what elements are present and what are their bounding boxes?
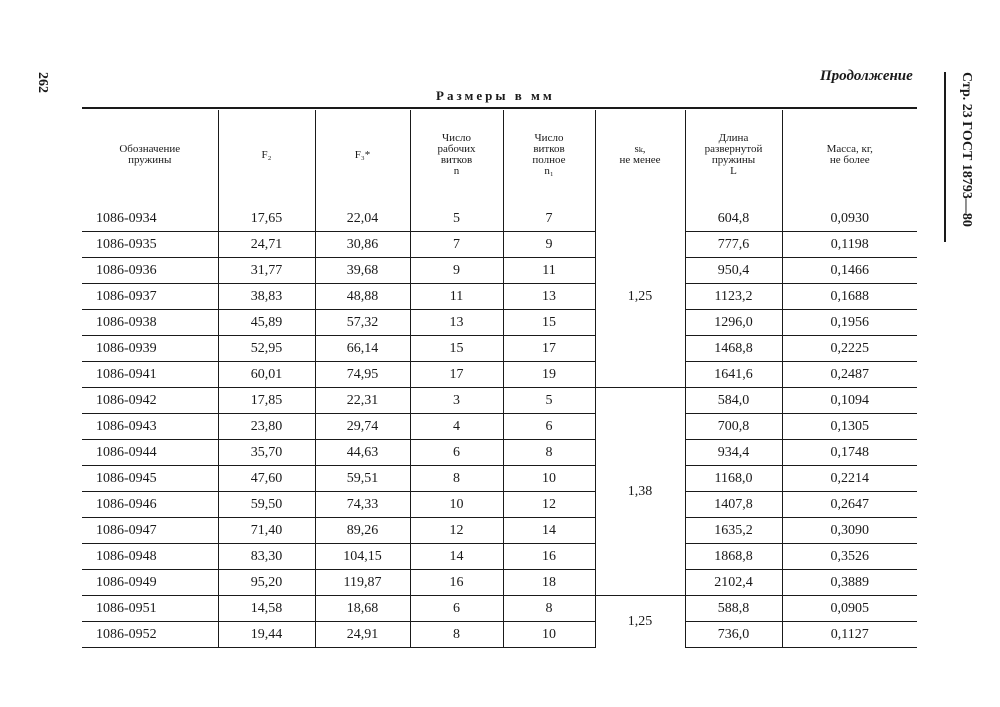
working-coils-cell: 4 [410,414,503,440]
total-coils-cell: 8 [503,440,595,466]
f2-cell: 17,65 [218,206,315,232]
table-row [82,206,917,232]
working-coils-cell: 9 [410,258,503,284]
f2-cell: 47,60 [218,466,315,492]
designation-cell: 1086-0937 [82,284,218,310]
total-coils-cell: 8 [503,596,595,622]
working-coils-cell: 15 [410,336,503,362]
header-line: Число [534,132,564,144]
header-working-coils [410,110,503,200]
total-coils-cell: 17 [503,336,595,362]
mass-cell: 0,3526 [782,544,917,570]
table-top-rule [82,107,917,109]
working-coils-cell: 7 [410,232,503,258]
f3-cell: 57,32 [315,310,410,336]
header-f3 [315,110,410,200]
mass-cell: 0,1688 [782,284,917,310]
sk-group-cell: 1,38 [595,388,685,596]
header-line: F₃* [354,148,371,161]
mass-cell: 0,1956 [782,310,917,336]
total-coils-cell: 14 [503,518,595,544]
header-line: Обозначение [119,143,181,155]
f3-cell: 89,26 [315,518,410,544]
designation-cell: 1086-0943 [82,414,218,440]
length-cell: 934,4 [685,440,782,466]
mass-cell: 0,2647 [782,492,917,518]
designation-cell: 1086-0952 [82,622,218,648]
table-row [82,362,917,388]
working-coils-cell: 10 [410,492,503,518]
working-coils-cell: 6 [410,596,503,622]
table-row [82,570,917,596]
f2-cell: 38,83 [218,284,315,310]
f2-cell: 71,40 [218,518,315,544]
length-cell: 950,4 [685,258,782,284]
mass-cell: 0,3090 [782,518,917,544]
length-cell: 1407,8 [685,492,782,518]
designation-cell: 1086-0942 [82,388,218,414]
header-line: Число [442,132,471,144]
table-row [82,596,917,622]
header-line: пружины [128,154,172,166]
length-cell: 1468,8 [685,336,782,362]
designation-cell: 1086-0945 [82,466,218,492]
mass-cell: 0,3889 [782,570,917,596]
sk-group-cell: 1,25 [595,596,685,648]
f2-cell: 31,77 [218,258,315,284]
f3-cell: 59,51 [315,466,410,492]
length-cell: 1123,2 [685,284,782,310]
working-coils-cell: 14 [410,544,503,570]
mass-cell: 0,1748 [782,440,917,466]
table-row [82,492,917,518]
table-row [82,284,917,310]
designation-cell: 1086-0946 [82,492,218,518]
f2-cell: 19,44 [218,622,315,648]
f2-cell: 24,71 [218,232,315,258]
working-coils-cell: 17 [410,362,503,388]
f3-cell: 22,04 [315,206,410,232]
table-row [82,388,917,414]
mass-cell: 0,0905 [782,596,917,622]
header-line: L [730,165,737,177]
designation-cell: 1086-0941 [82,362,218,388]
continuation-label: Продолжение [820,68,913,84]
header-line: не более [829,154,870,166]
length-cell: 588,8 [685,596,782,622]
length-cell: 2102,4 [685,570,782,596]
table-row [82,310,917,336]
page-number: 262 [35,72,50,93]
f2-cell: 83,30 [218,544,315,570]
header-designation [82,110,218,200]
mass-cell: 0,1198 [782,232,917,258]
working-coils-cell: 8 [410,622,503,648]
mass-cell: 0,1127 [782,622,917,648]
f2-cell: 23,80 [218,414,315,440]
working-coils-cell: 5 [410,206,503,232]
designation-cell: 1086-0939 [82,336,218,362]
working-coils-cell: 12 [410,518,503,544]
table-header-row [82,110,917,200]
header-line: F₂ [261,148,272,161]
length-cell: 1296,0 [685,310,782,336]
f2-cell: 59,50 [218,492,315,518]
designation-cell: 1086-0935 [82,232,218,258]
designation-cell: 1086-0949 [82,570,218,596]
f3-cell: 30,86 [315,232,410,258]
header-line: не менее [619,154,661,166]
working-coils-cell: 13 [410,310,503,336]
f3-cell: 48,88 [315,284,410,310]
spring-dimensions-table [82,110,917,648]
f3-cell: 104,15 [315,544,410,570]
f2-cell: 95,20 [218,570,315,596]
total-coils-cell: 18 [503,570,595,596]
total-coils-cell: 13 [503,284,595,310]
designation-cell: 1086-0947 [82,518,218,544]
f3-cell: 39,68 [315,258,410,284]
mass-cell: 0,2214 [782,466,917,492]
total-coils-cell: 10 [503,466,595,492]
length-cell: 1868,8 [685,544,782,570]
total-coils-cell: 16 [503,544,595,570]
working-coils-cell: 11 [410,284,503,310]
table-body [82,200,917,648]
table-row [82,622,917,648]
table-row [82,258,917,284]
total-coils-cell: 12 [503,492,595,518]
f3-cell: 24,91 [315,622,410,648]
header-line: пружины [711,154,756,166]
mass-cell: 0,2487 [782,362,917,388]
f3-cell: 74,33 [315,492,410,518]
mass-cell: 0,2225 [782,336,917,362]
f2-cell: 35,70 [218,440,315,466]
table-row [82,544,917,570]
header-length [685,110,782,200]
total-coils-cell: 11 [503,258,595,284]
side-rule [944,72,946,242]
f3-cell: 44,63 [315,440,410,466]
designation-cell: 1086-0934 [82,206,218,232]
header-line: развернутой [704,143,763,155]
length-cell: 1641,6 [685,362,782,388]
working-coils-cell: 8 [410,466,503,492]
total-coils-cell: 15 [503,310,595,336]
mass-cell: 0,1305 [782,414,917,440]
designation-cell: 1086-0936 [82,258,218,284]
f2-cell: 17,85 [218,388,315,414]
length-cell: 777,6 [685,232,782,258]
total-coils-cell: 5 [503,388,595,414]
table-row [82,232,917,258]
header-mass [782,110,917,200]
header-line: n [453,165,460,177]
designation-cell: 1086-0944 [82,440,218,466]
designation-cell: 1086-0951 [82,596,218,622]
f3-cell: 66,14 [315,336,410,362]
designation-cell: 1086-0948 [82,544,218,570]
total-coils-cell: 7 [503,206,595,232]
f3-cell: 22,31 [315,388,410,414]
header-line: sₖ, [634,143,646,155]
designation-cell: 1086-0938 [82,310,218,336]
f3-cell: 29,74 [315,414,410,440]
table-row [82,466,917,492]
working-coils-cell: 16 [410,570,503,596]
working-coils-cell: 3 [410,388,503,414]
table-title: Размеры в мм [436,88,555,103]
header-total-coils [503,110,595,200]
total-coils-cell: 10 [503,622,595,648]
header-line: Длина [718,132,749,144]
working-coils-cell: 6 [410,440,503,466]
header-sk [595,110,685,200]
mass-cell: 0,0930 [782,206,917,232]
total-coils-cell: 6 [503,414,595,440]
length-cell: 1635,2 [685,518,782,544]
f3-cell: 119,87 [315,570,410,596]
table-row [82,414,917,440]
mass-cell: 0,1466 [782,258,917,284]
table-row [82,518,917,544]
length-cell: 1168,0 [685,466,782,492]
length-cell: 736,0 [685,622,782,648]
header-f2 [218,110,315,200]
table-row [82,336,917,362]
length-cell: 700,8 [685,414,782,440]
side-header: Стр. 23 ГОСТ 18793—80 [959,72,974,227]
table-row [82,440,917,466]
header-line: n₁ [544,165,554,177]
header-line: рабочих [437,143,476,155]
total-coils-cell: 9 [503,232,595,258]
f2-cell: 52,95 [218,336,315,362]
f2-cell: 14,58 [218,596,315,622]
f2-cell: 45,89 [218,310,315,336]
sk-group-cell: 1,25 [595,206,685,388]
mass-cell: 0,1094 [782,388,917,414]
f3-cell: 74,95 [315,362,410,388]
header-line: витков [533,143,565,155]
length-cell: 604,8 [685,206,782,232]
header-line: витков [440,154,473,166]
header-line: полное [532,154,566,166]
header-line: Масса, кг, [826,143,873,155]
total-coils-cell: 19 [503,362,595,388]
f3-cell: 18,68 [315,596,410,622]
length-cell: 584,0 [685,388,782,414]
f2-cell: 60,01 [218,362,315,388]
